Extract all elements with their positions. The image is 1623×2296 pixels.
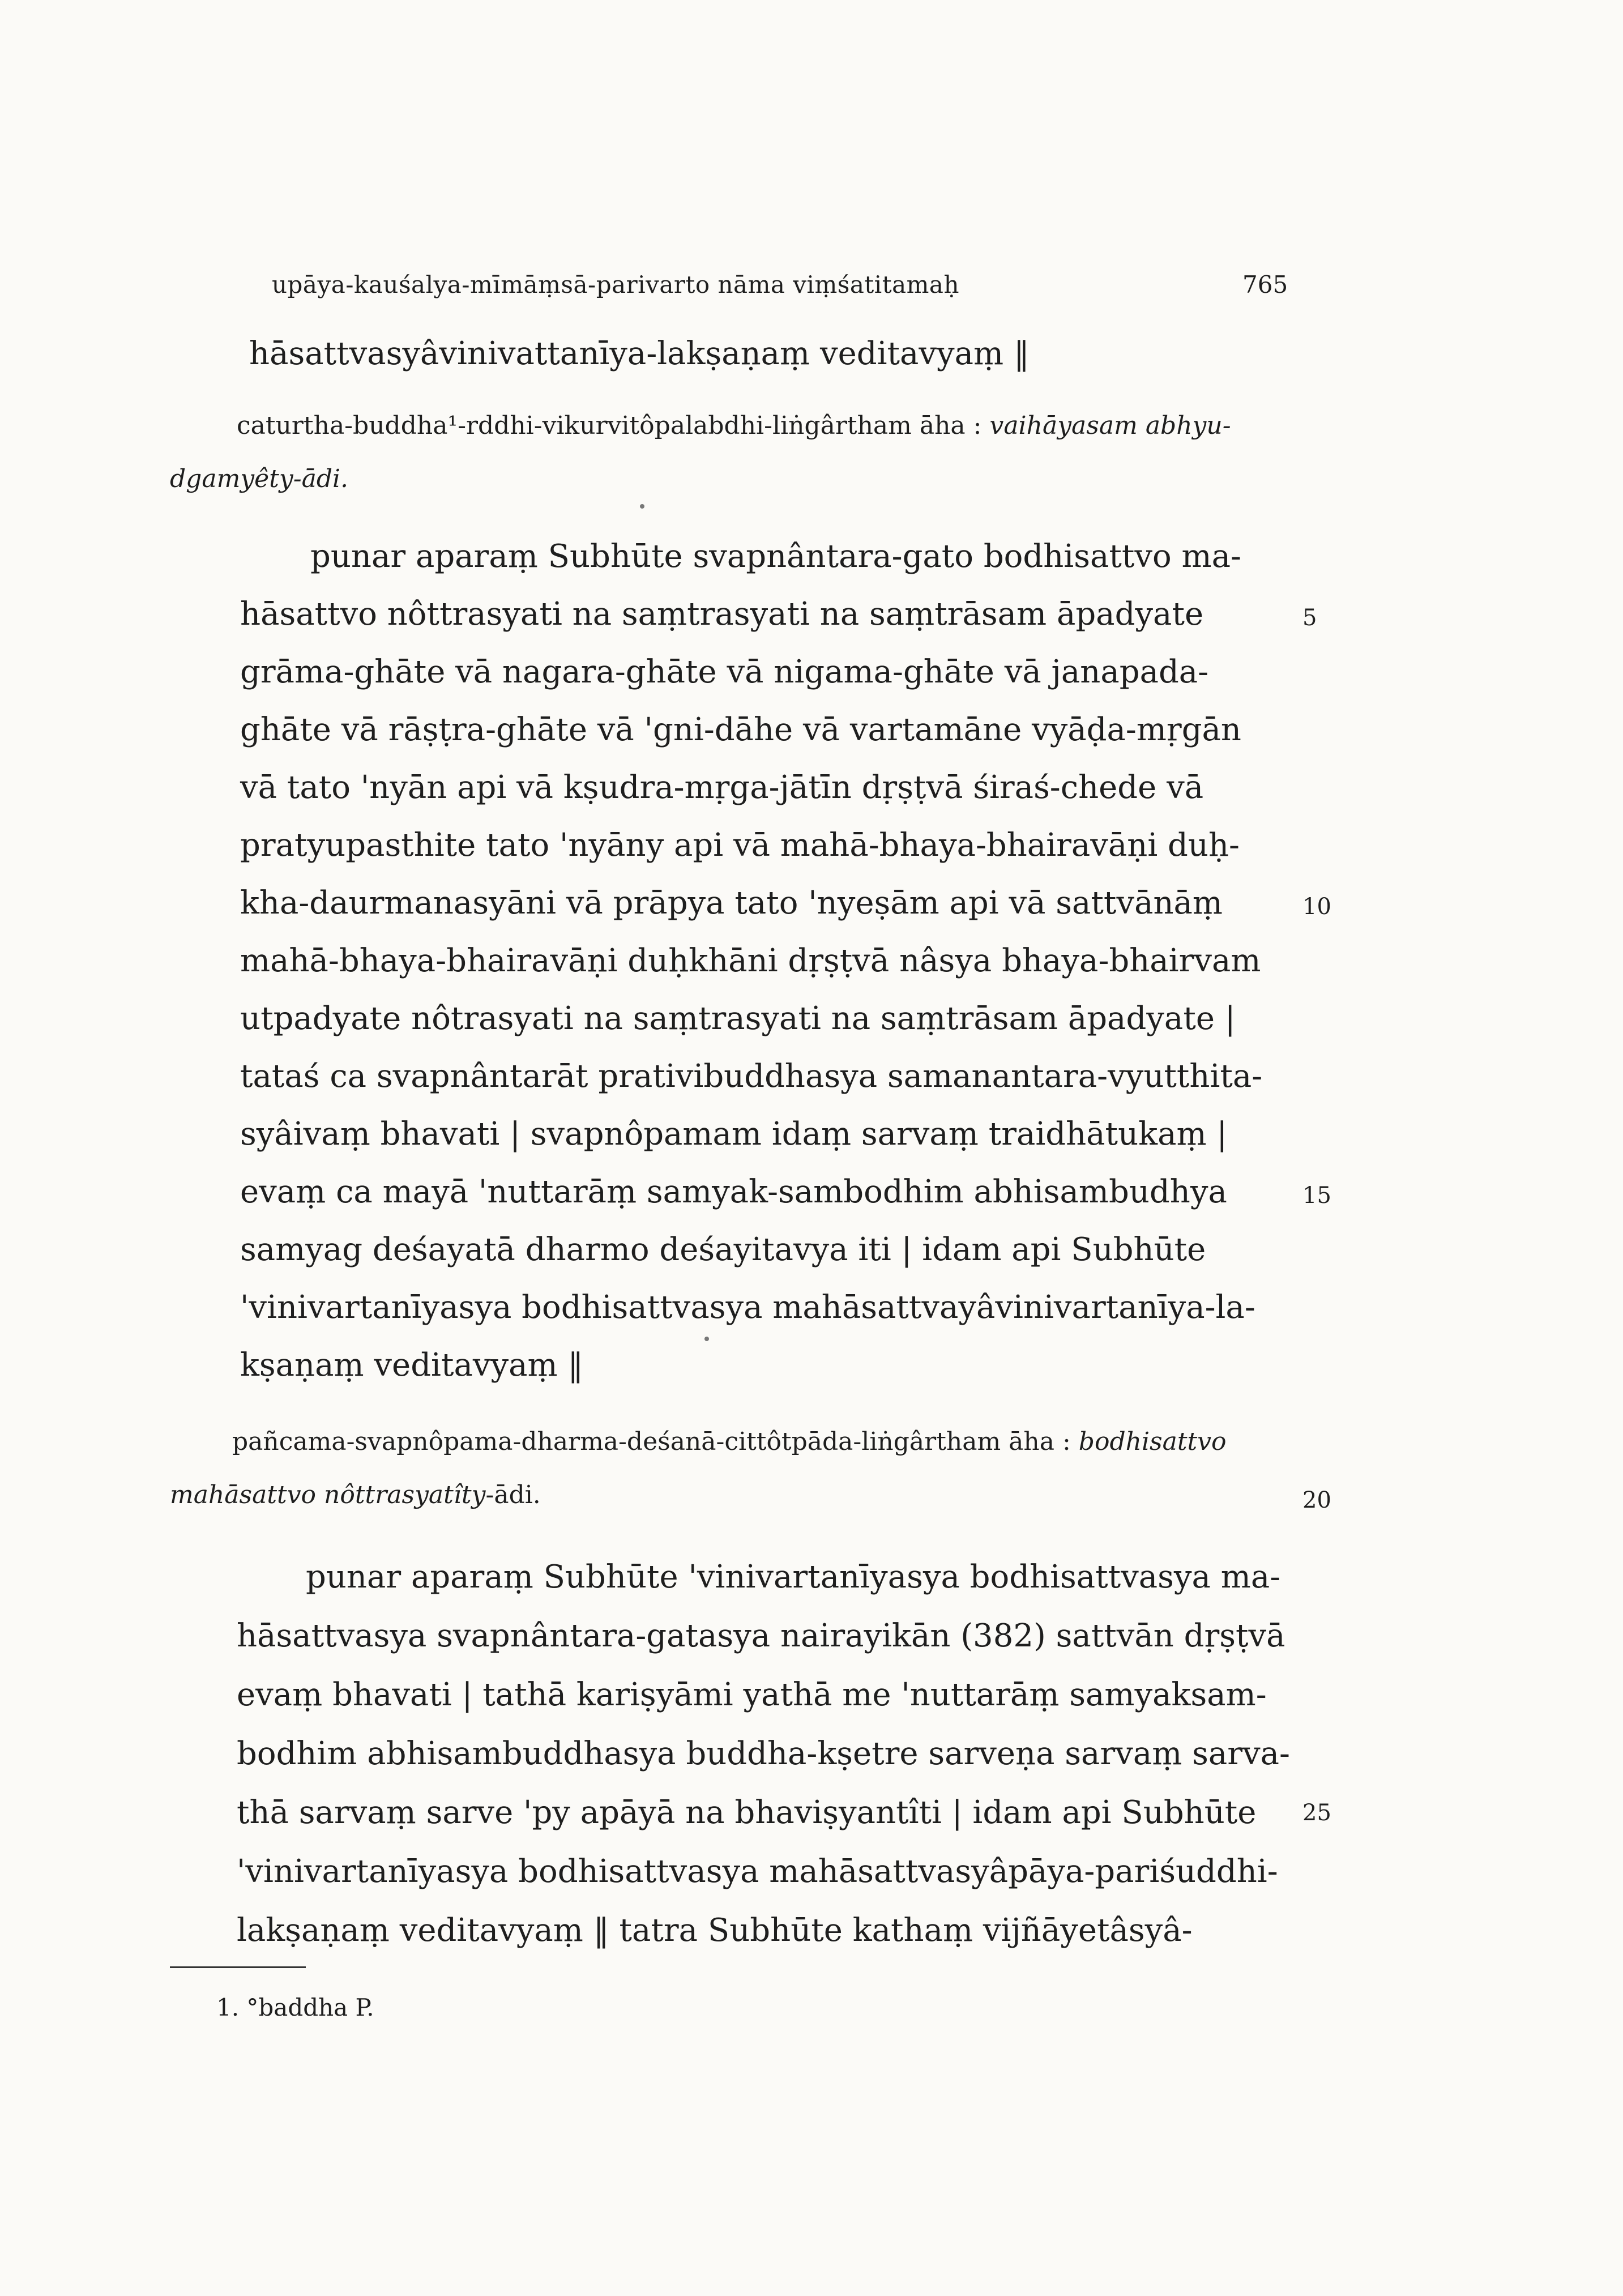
text-line: punar aparaṃ Subhūte svapnântara-gato bodhisattvo ma- bbox=[310, 538, 1241, 575]
text-line: grāma-ghāte vā nagara-ghāte vā nigama-ghāte vā janapada- bbox=[240, 654, 1209, 690]
text-line: hāsattvasya svapnântara-gatasya nairayikān (382) sattvān dṛṣṭvā bbox=[237, 1618, 1285, 1654]
commentary-text: pañcama-svapnôpama-dharma-deśanā-cittôtpāda-liṅgârtham āha : bbox=[232, 1427, 1071, 1456]
footnote-rule bbox=[170, 1966, 306, 1968]
text-line: evaṃ bhavati | tathā kariṣyāmi yathā me 'nuttarāṃ samyaksam- bbox=[237, 1676, 1267, 1713]
footnote: 1. °baddha P. bbox=[216, 1994, 374, 2021]
text-line: utpadyate nôtrasyati na saṃtrasyati na saṃtrāsam āpadyate | bbox=[240, 1000, 1236, 1037]
commentary-text: -ādi. bbox=[485, 1480, 541, 1509]
text-line: lakṣaṇaṃ veditavyaṃ ‖ tatra Subhūte kathaṃ vijñāyetâsyâ- bbox=[237, 1912, 1193, 1949]
line-number: 5 bbox=[1302, 605, 1317, 631]
commentary-text: caturtha-buddha¹-rddhi-vikurvitôpalabdhi-liṅgârtham āha : bbox=[237, 411, 982, 440]
commentary-line bbox=[232, 1427, 1227, 1456]
line-number: 15 bbox=[1302, 1183, 1331, 1209]
text-line: evaṃ ca mayā 'nuttarāṃ samyak-sambodhim abhisambudhya bbox=[240, 1173, 1227, 1210]
commentary-line bbox=[170, 1480, 541, 1509]
text-line: samyag deśayatā dharmo deśayitavya iti | idam api Subhūte bbox=[240, 1231, 1206, 1268]
text-line: ghāte vā rāṣṭra-ghāte vā 'gni-dāhe vā vartamāne vyāḍa-mṛgān bbox=[240, 711, 1241, 748]
text-line: mahā-bhaya-bhairavāṇi duḥkhāni dṛṣṭvā nâsya bhaya-bhairvam bbox=[240, 942, 1261, 979]
text-line: bodhim abhisambuddhasya buddha-kṣetre sarveṇa sarvaṃ sarva- bbox=[237, 1735, 1290, 1772]
commentary-line bbox=[237, 411, 1231, 440]
page-number: 765 bbox=[1242, 271, 1288, 298]
text-line: pratyupasthite tato 'nyāny api vā mahā-bhaya-bhairavāṇi duḥ- bbox=[240, 827, 1240, 864]
text-line: kṣaṇaṃ veditavyaṃ ‖ bbox=[240, 1347, 584, 1384]
text-line: 'vinivartanīyasya bodhisattvasya mahāsattvasyâpāya-pariśuddhi- bbox=[237, 1853, 1278, 1890]
ink-speck bbox=[704, 1337, 709, 1341]
line-number: 25 bbox=[1302, 1800, 1331, 1826]
commentary-line: dgamyêty-ādi. bbox=[170, 464, 349, 493]
running-title: upāya-kauśalya-mīmāṃsā-parivarto nāma viṃśatitamaḥ bbox=[272, 271, 960, 298]
text-line: vā tato 'nyān api vā kṣudra-mṛga-jātīn dṛṣṭvā śiraś-chede vā bbox=[240, 769, 1204, 806]
commentary-quote: bodhisattvo bbox=[1078, 1427, 1227, 1456]
text-line: syâivaṃ bhavati | svapnôpamam idaṃ sarvaṃ traidhātukaṃ | bbox=[240, 1116, 1228, 1153]
text-line: hāsattvasyâvinivattanīya-lakṣaṇaṃ veditavyaṃ ‖ bbox=[249, 335, 1030, 372]
text-line: hāsattvo nôttrasyati na saṃtrasyati na saṃtrāsam āpadyate bbox=[240, 596, 1204, 633]
text-line: 'vinivartanīyasya bodhisattvasya mahāsattvayâvinivartanīya-la- bbox=[240, 1289, 1255, 1326]
text-line: thā sarvaṃ sarve 'py apāyā na bhaviṣyantîti | idam api Subhūte bbox=[237, 1794, 1257, 1831]
commentary-quote: vaihāyasam abhyu- bbox=[989, 411, 1231, 440]
text-line: punar aparaṃ Subhūte 'vinivartanīyasya bodhisattvasya ma- bbox=[306, 1559, 1281, 1595]
commentary-quote: mahāsattvo nôttrasyatîty bbox=[170, 1480, 486, 1509]
text-line: kha-daurmanasyāni vā prāpya tato 'nyeṣām api vā sattvānāṃ bbox=[240, 885, 1223, 921]
text-line: tataś ca svapnântarāt prativibuddhasya samanantara-vyutthita- bbox=[240, 1058, 1263, 1095]
line-number: 10 bbox=[1302, 894, 1331, 920]
line-number: 20 bbox=[1302, 1487, 1331, 1513]
ink-speck bbox=[640, 504, 644, 509]
